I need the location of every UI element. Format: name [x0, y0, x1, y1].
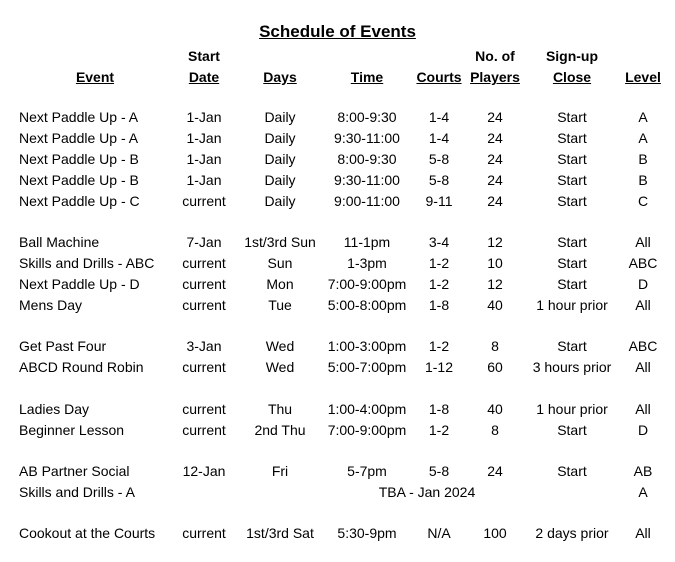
start-date: current	[182, 422, 226, 438]
signup-close: Start	[557, 255, 587, 271]
days: Daily	[264, 109, 296, 125]
table-row	[0, 191, 675, 212]
signup-close: 3 hours prior	[532, 359, 612, 375]
time: 11-1pm	[343, 234, 391, 250]
event-name: Cookout at the Courts	[19, 525, 156, 541]
start-date: current	[182, 297, 226, 313]
players: 24	[487, 151, 503, 167]
players: 12	[487, 234, 503, 250]
event-name: Next Paddle Up - B	[19, 172, 139, 188]
event-name: Next Paddle Up - A	[19, 130, 139, 146]
level: C	[637, 193, 649, 209]
players: 24	[487, 172, 503, 188]
players: 24	[487, 130, 503, 146]
event-name: ABCD Round Robin	[19, 359, 144, 375]
time: 9:00-11:00	[334, 193, 400, 209]
players: 24	[487, 193, 503, 209]
signup-close: Start	[557, 172, 587, 188]
start-date: current	[182, 276, 226, 292]
event-name: AB Partner Social	[19, 463, 130, 479]
courts: 1-4	[428, 130, 450, 146]
players: 24	[487, 463, 503, 479]
courts: 1-4	[428, 109, 450, 125]
players: 8	[491, 338, 499, 354]
courts: 1-2	[428, 276, 450, 292]
event-name: Next Paddle Up - B	[19, 151, 139, 167]
time: 5:30-9pm	[337, 525, 397, 541]
players: 100	[483, 525, 507, 541]
start-date: 1-Jan	[186, 151, 222, 167]
table-row	[0, 523, 675, 544]
start-date: 7-Jan	[186, 234, 222, 250]
signup-close: Start	[557, 151, 587, 167]
courts: 1-8	[428, 297, 450, 313]
event-name: Mens Day	[19, 297, 83, 313]
courts: 5-8	[428, 172, 450, 188]
days: 1st/3rd Sun	[244, 234, 316, 250]
time: 9:30-11:00	[334, 130, 400, 146]
level: All	[635, 525, 651, 541]
signup-close: Start	[557, 130, 587, 146]
time: 9:30-11:00	[334, 172, 400, 188]
table-row	[0, 482, 675, 503]
courts: 5-8	[428, 151, 450, 167]
event-name: Next Paddle Up - C	[19, 193, 140, 209]
time: 8:00-9:30	[337, 109, 397, 125]
start-date: 12-Jan	[182, 463, 226, 479]
courts: 1-2	[428, 255, 450, 271]
signup-close: Start	[557, 234, 587, 250]
level: B	[638, 172, 648, 188]
header-time: Time	[350, 69, 384, 85]
players: 60	[487, 359, 503, 375]
header-start-top: Start	[188, 48, 220, 64]
courts: 1-2	[428, 338, 450, 354]
level: A	[638, 484, 648, 500]
players: 12	[487, 276, 503, 292]
tba-note: TBA - Jan 2024	[378, 484, 476, 500]
level: All	[635, 401, 651, 417]
days: Daily	[264, 130, 296, 146]
time: 1:00-3:00pm	[327, 338, 407, 354]
header-players-bottom: Players	[470, 69, 520, 85]
level: All	[635, 359, 651, 375]
table-row	[0, 420, 675, 441]
header-signup-top: Sign-up	[545, 48, 599, 64]
level: D	[637, 276, 649, 292]
players: 40	[487, 297, 503, 313]
event-name: Skills and Drills - ABC	[19, 255, 155, 271]
time: 5:00-8:00pm	[327, 297, 407, 313]
days: Daily	[264, 193, 296, 209]
table-row	[0, 149, 675, 170]
players: 8	[491, 422, 499, 438]
level: All	[635, 234, 651, 250]
courts: 1-2	[428, 422, 450, 438]
days: Sun	[267, 255, 293, 271]
header-start-bottom: Date	[188, 69, 220, 85]
time: 1:00-4:00pm	[327, 401, 407, 417]
time: 7:00-9:00pm	[327, 422, 407, 438]
header-event: Event	[75, 69, 115, 85]
start-date: 3-Jan	[186, 338, 222, 354]
signup-close: Start	[557, 422, 587, 438]
event-name: Ball Machine	[19, 234, 100, 250]
event-name: Next Paddle Up - D	[19, 276, 140, 292]
header-days: Days	[263, 69, 297, 85]
level: D	[637, 422, 649, 438]
courts: 1-8	[428, 401, 450, 417]
signup-close: 1 hour prior	[536, 297, 608, 313]
players: 10	[487, 255, 503, 271]
level: A	[638, 130, 648, 146]
event-name: Beginner Lesson	[19, 422, 125, 438]
signup-close: Start	[557, 463, 587, 479]
days: Mon	[266, 276, 294, 292]
start-date: current	[182, 359, 226, 375]
days: Fri	[271, 463, 289, 479]
header-level: Level	[625, 69, 661, 85]
days: Daily	[264, 172, 296, 188]
signup-close: 1 hour prior	[536, 401, 608, 417]
table-row	[0, 232, 675, 253]
event-name: Skills and Drills - A	[19, 484, 135, 500]
header-signup-bottom: Close	[552, 69, 592, 85]
level: All	[635, 297, 651, 313]
level: B	[638, 151, 648, 167]
days: Wed	[265, 338, 295, 354]
days: Wed	[265, 359, 295, 375]
table-row	[0, 336, 675, 357]
table-row	[0, 295, 675, 316]
start-date: current	[182, 401, 226, 417]
level: ABC	[628, 338, 658, 354]
courts: N/A	[427, 525, 451, 541]
table-row	[0, 107, 675, 128]
days: Thu	[267, 401, 293, 417]
start-date: current	[182, 255, 226, 271]
signup-close: Start	[557, 338, 587, 354]
courts: 9-11	[425, 193, 453, 209]
start-date: 1-Jan	[186, 172, 222, 188]
table-row	[0, 128, 675, 149]
level: A	[638, 109, 648, 125]
level: AB	[633, 463, 653, 479]
table-row	[0, 274, 675, 295]
players: 40	[487, 401, 503, 417]
event-name: Next Paddle Up - A	[19, 109, 139, 125]
event-name: Get Past Four	[19, 338, 107, 354]
courts: 5-8	[428, 463, 450, 479]
time: 1-3pm	[347, 255, 387, 271]
signup-close: Start	[557, 193, 587, 209]
signup-close: Start	[557, 109, 587, 125]
time: 5:00-7:00pm	[327, 359, 407, 375]
table-row	[0, 253, 675, 274]
start-date: current	[182, 525, 226, 541]
table-row	[0, 357, 675, 378]
table-row	[0, 461, 675, 482]
header-courts: Courts	[416, 69, 462, 85]
table-row	[0, 399, 675, 420]
days: 1st/3rd Sat	[246, 525, 314, 541]
time: 7:00-9:00pm	[327, 276, 407, 292]
players: 24	[487, 109, 503, 125]
days: Tue	[268, 297, 292, 313]
days: Daily	[264, 151, 296, 167]
courts: 3-4	[428, 234, 450, 250]
event-name: Ladies Day	[19, 401, 90, 417]
time: 8:00-9:30	[337, 151, 397, 167]
courts: 1-12	[424, 359, 454, 375]
header-players-top: No. of	[475, 48, 515, 64]
time: 5-7pm	[347, 463, 387, 479]
level: ABC	[628, 255, 658, 271]
signup-close: Start	[557, 276, 587, 292]
page-title: Schedule of Events	[259, 22, 416, 41]
start-date: 1-Jan	[186, 109, 222, 125]
start-date: current	[182, 193, 226, 209]
table-row	[0, 170, 675, 191]
signup-close: 2 days prior	[535, 525, 609, 541]
start-date: 1-Jan	[186, 130, 222, 146]
days: 2nd Thu	[254, 422, 306, 438]
